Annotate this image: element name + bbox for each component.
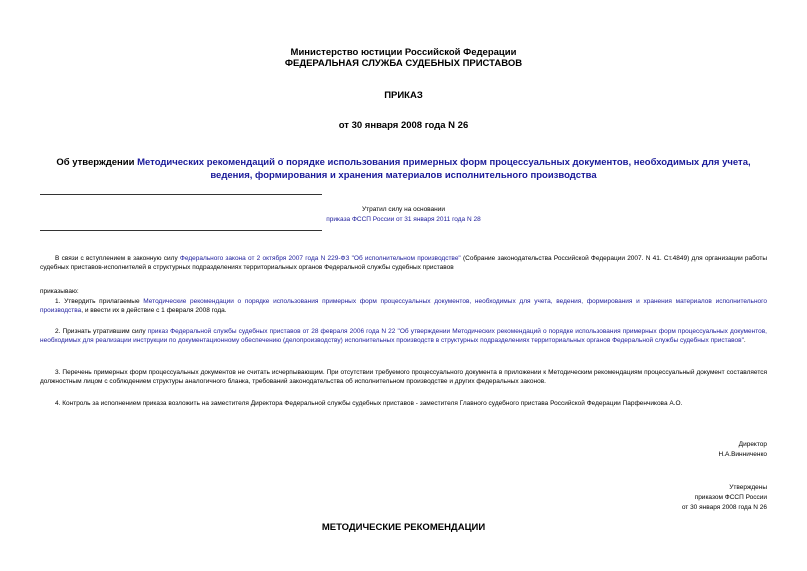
intro-text-end: (Собрание законодательства Российской Федерации 2007. N 41. Ст.4849) для организации работы судебных приставов-исполнителей в структурных подразделениях территориальных органов Федеральной службы судебных приставов [40, 255, 767, 272]
approval-line-1: Утверждены [729, 484, 767, 491]
ministry-name: Министерство юстиции Российской Федерации [290, 47, 517, 58]
divider-bottom [40, 230, 322, 231]
doc-date-number: от 30 января 2008 года N 26 [338, 120, 469, 131]
intro-paragraph [40, 254, 767, 273]
intro-text-start: В связи с вступлением в законную силу [55, 255, 180, 262]
title-link[interactable]: Методических рекомендаций о порядке использования примерных форм процессуальных документов, необходимых для учета, ведения, формирования и хранения материалов исполнительного производства [137, 157, 751, 181]
approval-line-3: от 30 января 2008 года N 26 [681, 504, 767, 511]
service-name: ФЕДЕРАЛЬНАЯ СЛУЖБА СУДЕБНЫХ ПРИСТАВОВ [284, 58, 523, 69]
item-1-start: 1. Утвердить прилагаемые [55, 298, 144, 305]
item-4 [40, 399, 767, 408]
order-word: приказываю: [40, 288, 79, 295]
signatory-position: Директор [738, 441, 767, 448]
appendix-title: МЕТОДИЧЕСКИЕ РЕКОМЕНДАЦИИ [321, 522, 486, 533]
item-1-end: , и ввести их в действие с 1 февраля 2008 года. [81, 307, 227, 315]
recommendations-link[interactable]: Методические рекомендации о порядке использования примерных форм процессуальных документов, необходимых для учета, ведения, формирования и хранения материалов исполнительного производства [40, 298, 767, 315]
law-link[interactable]: Федерального закона от 2 октября 2007 года N 229-ФЗ "Об исполнительном производстве" [179, 255, 461, 262]
repeal-link[interactable]: приказа ФССП России от 31 января 2011 года N 28 [326, 216, 481, 223]
item-3 [40, 368, 767, 387]
approval-line-2: приказом ФССП России [694, 494, 767, 501]
divider-top [40, 194, 322, 195]
doc-type: ПРИКАЗ [384, 90, 423, 101]
item-4-text: 4. Контроль за исполнением приказа возложить на заместителя Директора Федеральной службы судебных приставов - заместителя Главного судебного пристава Российской Федерации Парфенчикова А.О. [55, 400, 683, 407]
item-2 [40, 327, 767, 346]
item-2-start: 2. Признать утратившим силу [55, 328, 148, 335]
item-1 [40, 297, 767, 316]
document-title [40, 157, 767, 182]
repealed-order-link[interactable]: приказ Федеральной службы судебных приставов от 28 февраля 2006 года N 22 "Об утверждении Методических рекомендаций о порядке использования примерных форм процессуальных документов, необходимых для реализации инструкции по документационному обеспечению (делопроизводству) исполнительных производств в структурных подразделениях территориальных органов Федеральной службы судебных приставов" [40, 328, 767, 345]
title-prefix: Об утверждении [56, 157, 138, 168]
item-3-text: 3. Перечень примерных форм процессуальных документов не считать исчерпывающим. При отсутствии требуемого процессуального документа в приложении к Методическим рекомендациям процессуальный документ составляется должностным лицом с соблюдением структуры аналогичного бланка, требований законодательства об исполнительном производстве и других федеральных законов. [40, 369, 767, 386]
repeal-note: Утратил силу на основании [361, 206, 446, 213]
signatory-name: Н.А.Винниченко [718, 451, 767, 458]
item-2-end: . [743, 337, 746, 345]
